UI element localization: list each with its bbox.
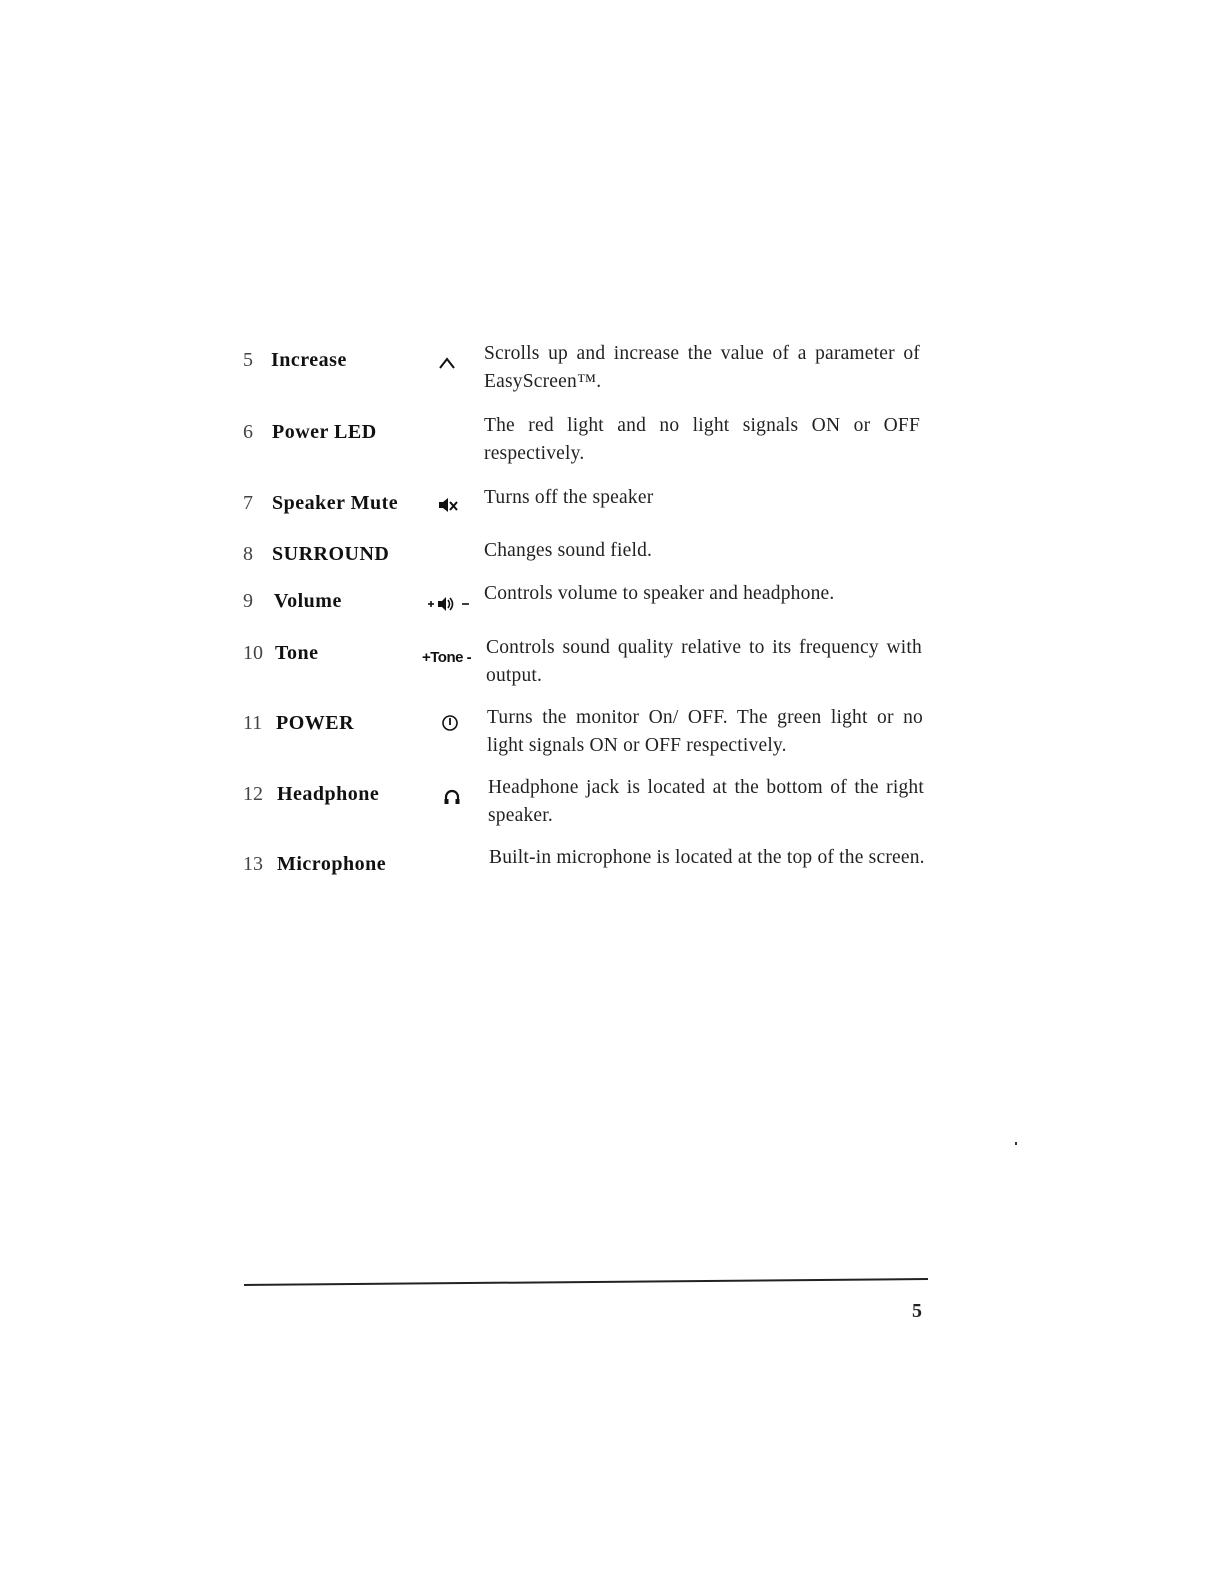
tone-icon: +Tone - <box>422 648 472 666</box>
item-number: 12 <box>243 783 263 805</box>
item-number: 13 <box>243 853 263 875</box>
item-name: Microphone <box>277 853 387 875</box>
page-number: 5 <box>912 1300 922 1322</box>
item-number: 10 <box>243 642 263 664</box>
scan-speck <box>1015 1142 1017 1145</box>
item-description: Scrolls up and increase the value of a parameter of EasyScreen™. <box>484 343 920 392</box>
item-name: Volume <box>274 590 342 612</box>
item-description: The red light and no light signals ON or OFF respectively. <box>484 415 920 464</box>
item-name: POWER <box>276 712 355 734</box>
item-description: Turns the monitor On/ OFF. The green light or no light signals ON or OFF respectively. <box>487 707 923 756</box>
item-description: Turns off the speaker <box>484 487 654 508</box>
item-name: SURROUND <box>272 543 390 565</box>
footer-divider <box>244 1278 928 1286</box>
item-description: Controls volume to speaker and headphone. <box>484 583 835 604</box>
speaker-mute-icon <box>436 494 460 516</box>
item-number: 5 <box>243 349 253 371</box>
item-number: 9 <box>243 590 253 612</box>
item-description: Built-in microphone is located at the top of the screen. <box>489 847 925 868</box>
item-name: Increase <box>271 349 347 371</box>
item-name: Tone <box>275 642 319 664</box>
item-number: 11 <box>243 712 263 734</box>
item-description: Controls sound quality relative to its frequency with output. <box>486 637 922 686</box>
item-number: 6 <box>243 421 253 443</box>
headphone-icon <box>441 786 463 808</box>
item-number: 7 <box>243 492 253 514</box>
item-name: Power LED <box>272 421 377 443</box>
item-number: 8 <box>243 543 253 565</box>
item-description: Headphone jack is located at the bottom of the right speaker. <box>488 777 924 826</box>
item-name: Headphone <box>277 783 380 805</box>
item-description: Changes sound field. <box>484 540 653 561</box>
power-icon <box>439 712 461 734</box>
item-name: Speaker Mute <box>272 492 399 514</box>
caret-up-icon <box>436 352 458 374</box>
volume-icon <box>426 592 472 614</box>
